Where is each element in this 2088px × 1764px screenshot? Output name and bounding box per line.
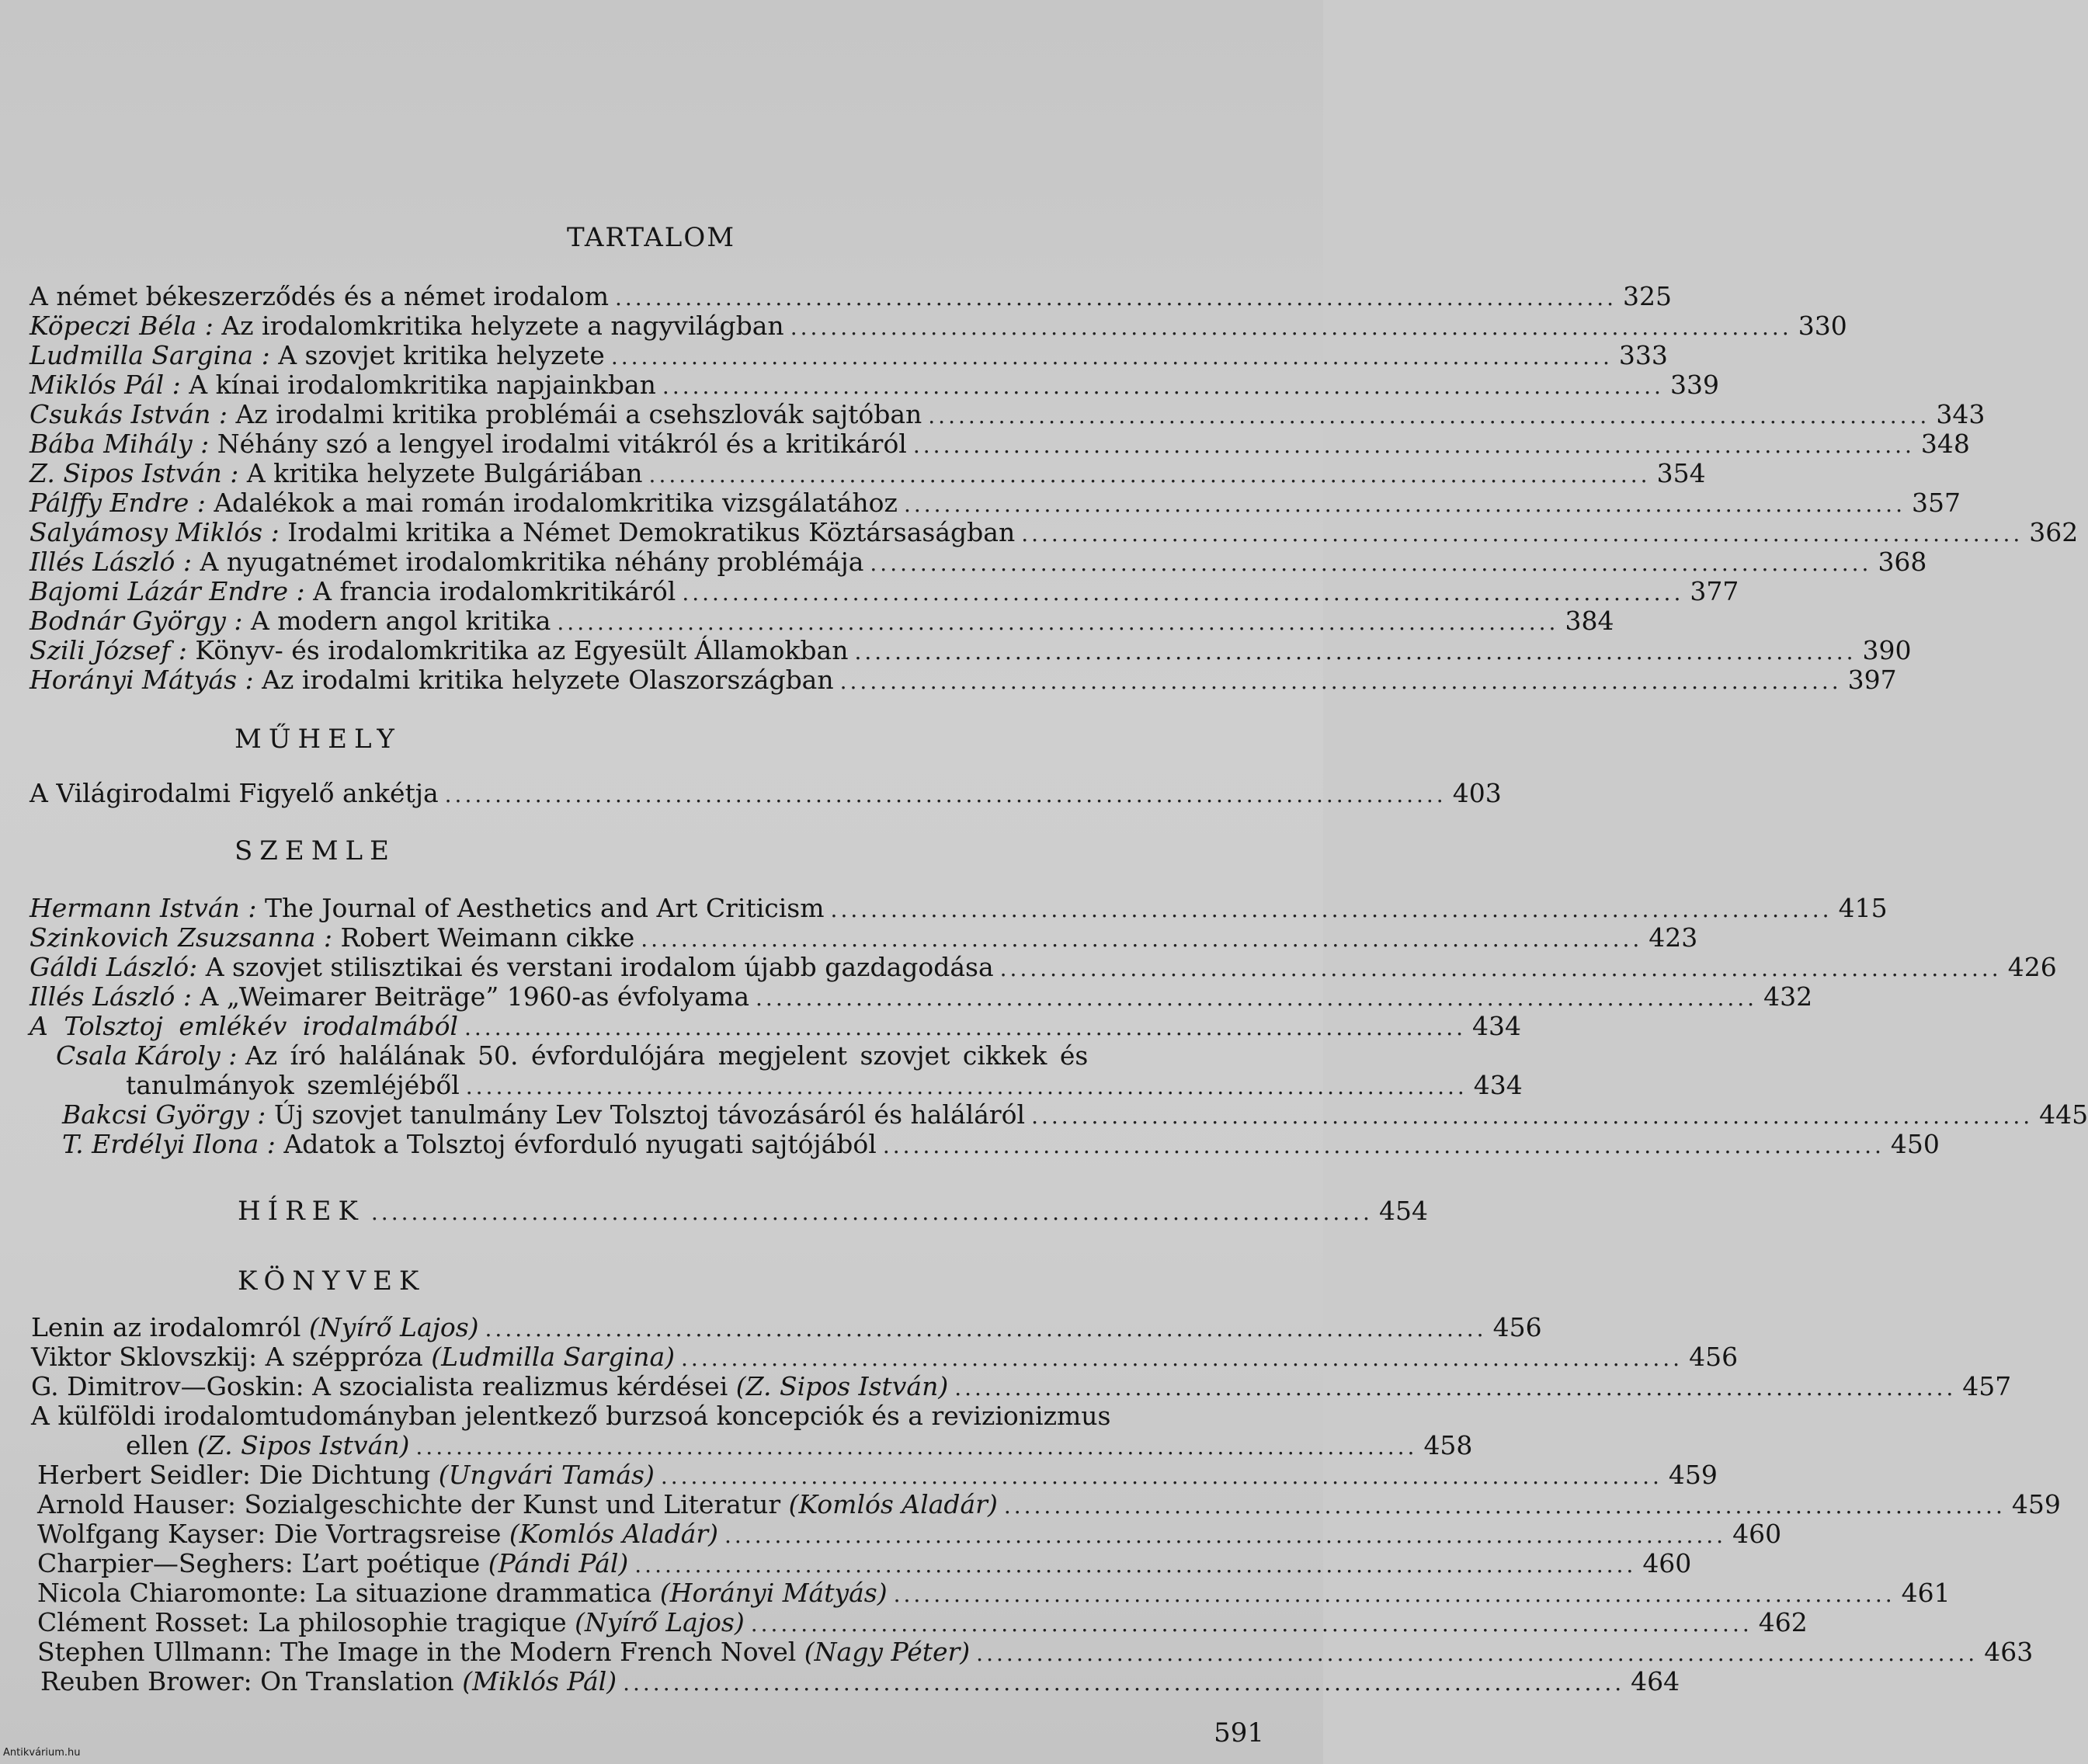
leader-dots: .................................................................................................... [682,580,1684,606]
toc-title: A német békeszerződés és a német irodalom [30,281,609,311]
toc-page: 423 [1649,922,1698,953]
toc-author: A Tolsztoj emlékév irodalmából [30,1011,458,1041]
toc-title: A kritika helyzete Bulgáriában [246,458,643,488]
book-reviewer: (Komlós Aladár) [509,1519,719,1549]
leader-dots: .................................................................................................... [557,609,1559,635]
leader-dots: .................................................................................................... [610,344,1613,370]
leader-dots: .................................................................................................... [464,1015,1467,1040]
toc-subentry [62,1129,1940,1159]
book-page: 456 [1689,1342,1739,1372]
toc-entry [30,311,1847,341]
toc-entry-hirek [238,1196,1428,1227]
toc-author: Pálffy Endre : [30,488,206,518]
book-reviewer: (Horányi Mátyás) [659,1578,888,1608]
toc-title: Adatok a Tolsztoj évforduló nyugati sajtójából [283,1129,877,1159]
toc-page: 432 [1763,981,1813,1012]
toc-entry [30,458,1706,488]
toc-title: Az irodalmi kritika problémái a csehszlovák sajtóban [235,399,922,429]
book-entry [31,1371,2012,1401]
section-heading-muhely: MŰHELY [235,724,401,755]
toc-title: Néhány szó a lengyel irodalmi vitákról és a kritikáról [217,429,907,459]
book-reviewer: (Ungvári Tamás) [438,1460,655,1490]
toc-entry [30,922,1698,953]
toc-page: 368 [1878,547,1927,577]
toc-author: Gáldi László: [30,952,198,982]
watermark-text: Antikvárium.hu [3,1747,81,1759]
book-title: Lenin az irodalomról [31,1312,301,1342]
leader-dots: .................................................................................................... [615,285,1617,311]
toc-title: Új szovjet tanulmány Lev Tolsztoj távozásáról és haláláról [273,1099,1026,1130]
toc-page: 454 [1378,1196,1428,1226]
toc-page: 357 [1911,488,1961,518]
toc-title: A francia irodalomkritikáról [313,576,676,606]
book-entry [37,1519,1782,1549]
leader-dots: .................................................................................................... [999,956,2002,981]
toc-page: 415 [1838,893,1888,923]
book-entry [31,1401,1269,1430]
toc-author: Ludmilla Sargina : [30,340,270,370]
toc-entry [30,952,2057,982]
toc-page: 333 [1618,340,1668,370]
book-title: A külföldi irodalomtudományban jelentkező burzsoá koncepciók és a revizionizmus [31,1401,1111,1431]
toc-entry [30,893,1888,923]
toc-page: 434 [1472,1011,1522,1041]
book-reviewer: (Z. Sipos István) [735,1371,949,1401]
toc-entry [30,778,1502,808]
leader-dots: .................................................................................................... [954,1375,1957,1401]
toc-title: Robert Weimann cikke [340,922,635,953]
toc-author: Csukás István : [30,399,228,429]
leader-dots: .................................................................................................... [724,1523,1727,1548]
toc-author: Szili József : [30,635,187,665]
toc-subentry [56,1040,1213,1070]
book-page: 462 [1758,1607,1808,1637]
toc-author: Bodnár György : [30,606,243,636]
book-page: 464 [1631,1666,1680,1696]
leader-dots: .................................................................................................... [756,985,1758,1011]
leader-dots: .................................................................................................... [882,1133,1885,1158]
book-page: 460 [1642,1548,1692,1578]
toc-title: Adalékok a mai román irodalomkritika vizsgálatához [214,488,898,518]
leader-dots: .................................................................................................... [750,1611,1753,1637]
toc-page: 354 [1656,458,1706,488]
book-title: G. Dimitrov—Goskin: A szocialista realizmus kérdései [31,1371,728,1401]
toc-page: 343 [1936,399,1986,429]
toc-title: Az író halálának 50. évfordulójára megjelent szovjet cikkek és [245,1040,1089,1071]
book-entry [37,1460,1718,1490]
toc-entry [30,547,1927,577]
toc-title: A „Weimarer Beiträge” 1960-as évfolyama [200,981,750,1012]
book-entry [37,1637,2034,1667]
section-heading-konyvek: KÖNYVEK [238,1266,426,1297]
toc-page: 339 [1669,370,1719,400]
toc-title: A szovjet kritika helyzete [278,340,605,370]
leader-dots: .................................................................................................... [976,1641,1979,1666]
leader-dots: .................................................................................................... [648,462,1651,488]
section-heading-szemle: SZEMLE [235,835,396,866]
book-title: Clément Rosset: La philosophie tragique [37,1607,567,1637]
toc-page: 445 [2039,1099,2088,1130]
toc-entry [30,1011,1522,1041]
toc-author: Bakcsi György : [62,1099,266,1130]
leader-dots: .................................................................................................... [634,1552,1637,1578]
toc-entry [30,488,1961,518]
leader-dots: .................................................................................................... [1021,521,2024,547]
book-entry [37,1548,1692,1578]
book-title: Nicola Chiaromonte: La situazione drammatica [37,1578,652,1608]
toc-entry [30,606,1614,636]
toc-author: T. Erdélyi Ilona : [62,1129,276,1159]
leader-dots: .................................................................................................... [465,1074,1468,1099]
toc-subentry [62,1099,2088,1130]
book-page: 463 [1984,1637,2034,1667]
page-title: TARTALOM [567,222,736,253]
book-title: Wolfgang Kayser: Die Vortragsreise [37,1519,502,1549]
toc-author: Miklós Pál : [30,370,181,400]
toc-title: A kínai irodalomkritika napjainkban [189,370,656,400]
leader-dots: .................................................................................................... [660,1464,1662,1489]
book-reviewer: (Miklós Pál) [462,1666,617,1696]
toc-author: Salyámosy Miklós : [30,517,280,547]
leader-dots: .................................................................................................... [623,1670,1625,1696]
book-entry [40,1666,1680,1696]
toc-entry [30,281,1673,311]
toc-page: 450 [1890,1129,1940,1159]
toc-entry [30,429,1970,459]
toc-title: A nyugatnémet irodalomkritika néhány problémája [200,547,864,577]
toc-subentry-continued [126,1070,1523,1100]
book-entry [31,1342,1739,1372]
toc-author: Bajomi Lázár Endre : [30,576,305,606]
toc-entry [30,981,1813,1012]
toc-title-continued: tanulmányok szemléjéből [126,1070,460,1100]
toc-page: 397 [1847,665,1897,695]
leader-dots: .................................................................................................... [903,491,1906,517]
toc-author: Horányi Mátyás : [30,665,254,695]
book-page: 459 [1668,1460,1718,1490]
book-entry [31,1312,1542,1342]
leader-dots: .................................................................................................... [790,314,1792,340]
leader-dots: .................................................................................................... [854,639,1857,665]
toc-page: 362 [2029,517,2079,547]
book-reviewer: (Nyírő Lajos) [308,1312,479,1342]
toc-title: A szovjet stilisztikai és verstani irodalom újabb gazdagodása [205,952,994,982]
section-heading-hirek: HÍREK [238,1196,365,1227]
book-reviewer: (Ludmilla Sargina) [431,1342,676,1372]
toc-page: 348 [1920,429,1970,459]
toc-page: 426 [2007,952,2057,982]
leader-dots: .................................................................................................... [444,782,1447,807]
book-page: 457 [1962,1371,2012,1401]
toc-author: Szinkovich Zsuzsanna : [30,922,332,953]
book-title: Reuben Brower: On Translation [40,1666,454,1696]
leader-dots: .................................................................................................... [928,403,1930,429]
book-page: 461 [1901,1578,1951,1608]
toc-page: 325 [1623,281,1673,311]
page-number: 591 [1214,1717,1264,1748]
book-page: 459 [2011,1489,2061,1519]
book-title: Stephen Ullmann: The Image in the Modern French Novel [37,1637,797,1667]
leader-dots: .................................................................................................... [415,1434,1418,1460]
leader-dots: .................................................................................................... [839,668,1842,694]
book-entry-continued [126,1430,1473,1460]
toc-entry [30,517,2079,547]
leader-dots: .................................................................................................... [370,1200,1373,1225]
toc-entry [30,399,1986,429]
toc-page: 377 [1690,576,1739,606]
leader-dots: .................................................................................................... [662,373,1664,399]
toc-entry [30,370,1719,400]
leader-dots: .................................................................................................... [912,432,1915,458]
leader-dots: .................................................................................................... [870,550,1872,576]
book-title: Viktor Sklovszkij: A széppróza [31,1342,423,1372]
leader-dots: .................................................................................................... [830,897,1833,922]
toc-author: Csala Károly : [56,1040,238,1071]
leader-dots: .................................................................................................... [681,1346,1683,1371]
book-reviewer: (Nyírő Lajos) [575,1607,745,1637]
book-title-continued: ellen [126,1430,189,1460]
toc-author: Bába Mihály : [30,429,210,459]
toc-page: 384 [1565,606,1614,636]
toc-title: Könyv- és irodalomkritika az Egyesült Államokban [195,635,849,665]
book-page: 456 [1492,1312,1542,1342]
toc-entry [30,635,1912,665]
book-entry [37,1489,2061,1519]
toc-page: 390 [1862,635,1912,665]
toc-page: 434 [1473,1070,1523,1100]
toc-author: Hermann István : [30,893,257,923]
leader-dots: .................................................................................................... [1031,1103,2034,1129]
book-page: 460 [1732,1519,1782,1549]
book-entry [37,1607,1808,1637]
toc-entry [30,665,1897,695]
toc-page: 330 [1798,311,1847,341]
toc-title: Az irodalmi kritika helyzete Olaszországban [262,665,834,695]
book-reviewer: (Z. Sipos István) [196,1430,410,1460]
book-reviewer: (Nagy Péter) [804,1637,971,1667]
book-entry [37,1578,1951,1608]
book-reviewer: (Komlós Aladár) [788,1489,998,1519]
toc-author: Illés László : [30,547,193,577]
toc-author: Illés László : [30,981,193,1012]
book-title: Herbert Seidler: Die Dichtung [37,1460,431,1490]
leader-dots: .................................................................................................... [1003,1493,2006,1519]
leader-dots: .................................................................................................... [485,1316,1487,1342]
book-reviewer: (Pándi Pál) [488,1548,629,1578]
toc-author: Köpeczi Béla : [30,311,214,341]
toc-title: The Journal of Aesthetics and Art Criticism [264,893,825,923]
book-page: 458 [1423,1430,1473,1460]
toc-author: Z. Sipos István : [30,458,239,488]
toc-entry [30,576,1739,606]
book-title: Charpier—Seghers: L’art poétique [37,1548,481,1578]
toc-page: 403 [1452,778,1502,808]
leader-dots: .................................................................................................... [893,1582,1895,1607]
toc-entry [30,340,1668,370]
toc-title: A Világirodalmi Figyelő ankétja [30,778,439,808]
toc-title: Irodalmi kritika a Német Demokratikus Köztársaságban [287,517,1016,547]
leader-dots: .................................................................................................... [641,926,1643,952]
book-title: Arnold Hauser: Sozialgeschichte der Kunst und Literatur [37,1489,781,1519]
toc-title: Az irodalomkritika helyzete a nagyvilágban [221,311,784,341]
toc-title: A modern angol kritika [250,606,551,636]
